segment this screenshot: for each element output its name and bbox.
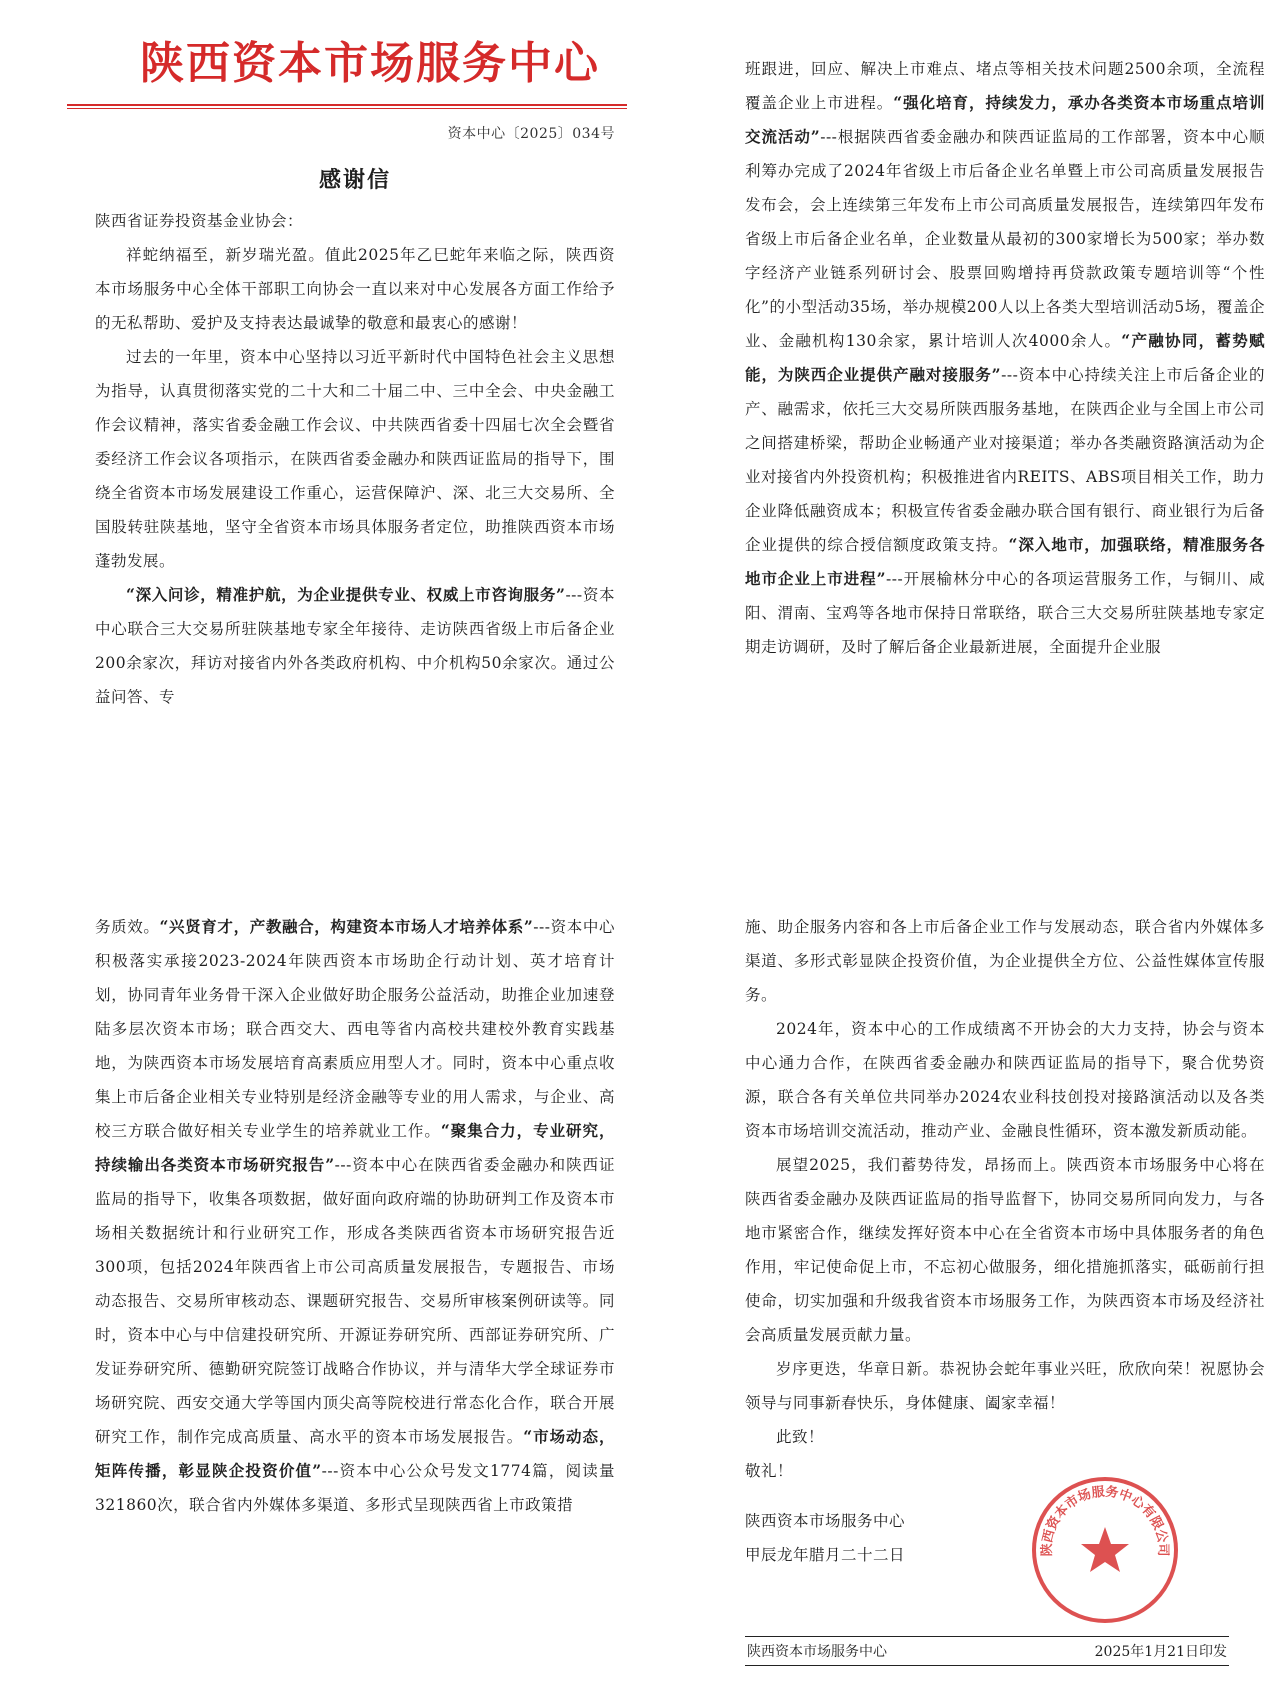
page-bottom-right <box>745 910 1265 1572</box>
paragraph-wishes: 岁序更迭，华章日新。恭祝协会蛇年事业兴旺，欣欣向荣！祝愿协会领导与同事新春快乐，身体健康、阖家幸福！ <box>745 1360 1265 1412</box>
section-heading: “深入地市，加强联络，精准服务各地市企业上市进程” <box>745 535 1265 588</box>
section-text: ---资本中心在陕西省委金融办和陕西证监局的指导下，收集各项数据，做好面向政府端的协助研判工作及资本市场相关数据统计和行业研究工作，形成各类陕西省资本市场研究报告近300项，包括2024年陕西省上市公司高质量发展报告，专题报告、市场动态报告、交易所审核动态、课题研究报告、交易所审核案例研读等。同时，资本中心与中信建投研究所、开源证券研究所、西部证券研究所、广发证券研究所、德勤研究院签订战略合作协议，并与清华大学全球证券市场研究院、西安交通大学等国内顶尖高等院校进行常态化合作，联合开展研究工作，制作完成高质量、高水平的资本市场发展报告。 <box>95 1156 615 1446</box>
print-footer <box>745 1636 1229 1666</box>
paragraph-review: 过去的一年里，资本中心坚持以习近平新时代中国特色社会主义思想为指导，认真贯彻落实党的二十大和二十届二中、三中全会、中央金融工作会议精神，落实省委金融工作会议、中共陕西省委十四届七次全会暨省委经济工作会议各项指示，在陕西省委金融办和陕西证监局的指导下，围绕全省资本市场发展建设工作重心，运营保障沪、深、北三大交易所、全国股转驻陕基地，坚守全省资本市场具体服务者定位，助推陕西资本市场蓬勃发展。 <box>95 348 615 571</box>
section-heading: “产融协同，蓄势赋能，为陕西企业提供产融对接服务” <box>745 331 1265 384</box>
paragraph-cooperation: 2024年，资本中心的工作成绩离不开协会的大力支持，协会与资本中心通力合作，在陕西省委金融办和陕西证监局的指导下，聚合优势资源，联合各有关单位共同举办2024农业科技创投对接路演活动以及各类资本市场培训交流活动，推动产业、金融良性循环，资本激发新质动能。 <box>745 1020 1265 1140</box>
section-text-cont: 务质效。 <box>95 918 160 936</box>
page-top-left <box>95 40 615 714</box>
section-text: ---资本中心积极落实承接2023-2024年陕西资本市场助企行动计划、英才培育计划，协同青年业务骨干深入企业做好助企服务公益活动，助推企业加速登陆多层次资本市场；联合西交大、西电等省内高校共建校外教育实践基地，为陕西资本市场发展培育高素质应用型人才。同时，资本中心重点收集上市后备企业相关专业特别是经济金融等专业的用人需求，与企业、高校三方联合做好相关专业学生的培养就业工作。 <box>95 918 615 1140</box>
section-text-cont: 班跟进，回应、解决上市难点、堵点等相关技术问题2500余项，全流程覆盖企业上市进程。 <box>745 60 1265 112</box>
org-letterhead: 陕西资本市场服务中心 <box>140 38 600 89</box>
seal-text: 陕西资本市场服务中心有限公司 <box>1039 1484 1171 1557</box>
paragraph-outlook: 展望2025，我们蓄势待发，昂扬而上。陕西资本市场服务中心将在陕西省委金融办及陕西证监局的指导监督下，协同交易所同向发力，与各地市紧密合作，继续发挥好资本中心在全省资本市场中具体服务者的角色作用，牢记使命促上市，不忘初心做服务，细化措施抓落实，砥砺前行担使命，切实加强和升级我省资本市场服务工作，为陕西资本市场及经济社会高质量发展贡献力量。 <box>745 1156 1265 1344</box>
section-text: ---资本中心公众号发文1774篇，阅读量321860次，联合省内外媒体多渠道、多形式呈现陕西省上市政策措 <box>95 1462 615 1514</box>
sign-date: 甲辰龙年腊月二十二日 <box>745 1546 906 1564</box>
official-seal-icon <box>1030 1475 1180 1625</box>
section-text: ---开展榆林分中心的各项运营服务工作，与铜川、咸阳、渭南、宝鸡等各地市保持日常联络，联合三大交易所驻陕基地专家定期走访调研，及时了解后备企业最新进展，全面提升企业服 <box>745 570 1265 656</box>
document-number: 资本中心〔2025〕034号 <box>447 126 615 143</box>
section-heading: “强化培育，持续发力，承办各类资本市场重点培训交流活动” <box>745 93 1265 146</box>
page-top-right <box>745 52 1265 664</box>
footer-issuer: 陕西资本市场服务中心 <box>747 1644 887 1660</box>
section-text: ---资本中心持续关注上市后备企业的产、融需求，依托三大交易所陕西服务基地，在陕西企业与全国上市公司之间搭建桥梁，帮助企业畅通产业对接渠道；举办各类融资路演活动为企业对接省内外投资机构；积极推进省内REITS、ABS项目相关工作，助力企业降低融资成本；积极宣传省委金融办联合国有银行、商业银行为后备企业提供的综合授信额度政策支持。 <box>745 366 1266 554</box>
salutation: 陕西省证券投资基金业协会： <box>95 212 304 231</box>
section-consulting <box>95 578 615 714</box>
letterhead-rule <box>67 104 627 109</box>
section-heading: “市场动态，矩阵传播，彰显陕企投资价值” <box>95 1427 615 1480</box>
signer-name: 陕西资本市场服务中心 <box>745 1512 906 1530</box>
section-media-cont: 施、助企服务内容和各上市后备企业工作与发展动态，联合省内外媒体多渠道、多形式彰显陕企投资价值，为企业提供全方位、公益性媒体宣传服务。 <box>745 918 1265 1004</box>
closing-line-1: 此致！ <box>776 1428 825 1446</box>
page-bottom-left <box>95 910 615 1522</box>
section-text: ---资本中心联合三大交易所驻陕基地专家全年接待、走访陕西省级上市后备企业200余家次，拜访对接省内外各类政府机构、中介机构50余家次。通过公益问答、专 <box>95 586 615 707</box>
footer-date: 2025年1月21日印发 <box>1094 1644 1227 1660</box>
section-heading: “深入问诊，精准护航，为企业提供专业、权威上市咨询服务” <box>126 585 566 605</box>
letter-title: 感谢信 <box>318 167 391 194</box>
paragraph-greeting: 祥蛇纳福至，新岁瑞光盈。值此2025年乙巳蛇年来临之际，陕西资本市场服务中心全体干部职工向协会一直以来对中心发展各方面工作给予的无私帮助、爱护及支持表达最诚挚的敬意和最衷心的感谢！ <box>95 246 615 333</box>
section-talent <box>95 910 615 1522</box>
section-heading: “兴贤育才，产教融合，构建资本市场人才培养体系” <box>159 917 534 936</box>
section-training <box>745 52 1265 664</box>
section-text: ---根据陕西省委金融办和陕西证监局的工作部署，资本中心顺利筹办完成了2024年省级上市后备企业名单暨上市公司高质量发展报告发布会，会上连续第三年发布上市公司高质量发展报告，连续第四年发布省级上市后备企业名单，企业数量从最初的300家增长为500家；举办数字经济产业链系列研讨会、股票回购增持再贷款政策专题培训等“个性化”的小型活动35场，举办规模200人以上各类大型培训活动5场，覆盖企业、金融机构130余家，累计培训人次4000余人。 <box>745 128 1265 350</box>
closing-line-2: 敬礼！ <box>745 1462 794 1480</box>
section-heading: “聚集合力，专业研究，持续输出各类资本市场研究报告” <box>95 1121 615 1174</box>
